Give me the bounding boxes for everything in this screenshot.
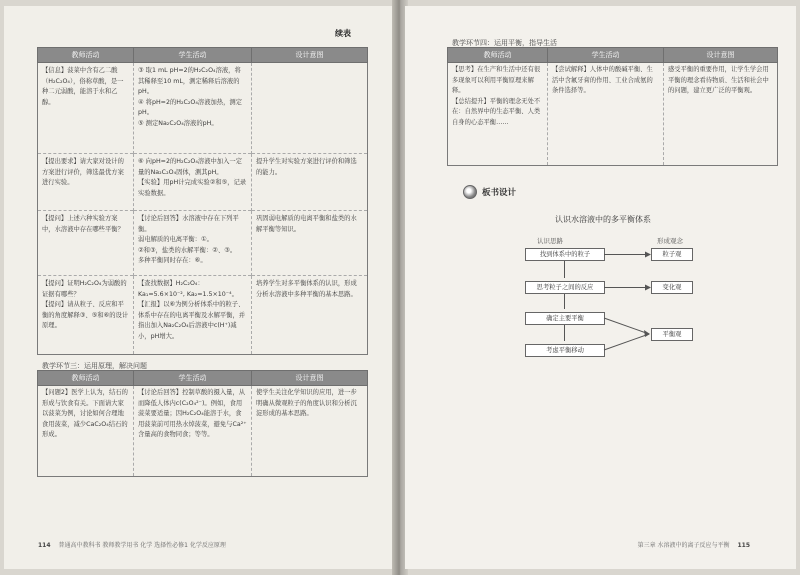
book-title: 普通高中教科书 教师教学用书 化学 选择性必修1 化学反应原理 (58, 542, 226, 549)
header-student: 学生活动 (134, 48, 252, 63)
teacher-cell: 【提问】证明H₂C₂O₄为弱酸的证据有哪些？ 【提问】请从粒子、反应和平衡的角度解释③、⑤和⑥的设计原理。 (38, 276, 134, 355)
left-page (4, 6, 395, 569)
table-row (38, 211, 368, 276)
student-cell: ③ 取1 mL pH=2的H₂C₂O₄溶液，将其稀释至10 mL，测定稀释后溶液的pH。 ④ 将pH=2的H₂C₂O₄溶液加热，测定pH。 ⑤ 测定Na₂C₂O₄溶液的pH。 (134, 63, 252, 154)
board-section-label: 板书设计 (482, 188, 517, 198)
intent-cell: 提升学生对实验方案进行评价和筛选的能力。 (252, 154, 368, 211)
header-intent: 设计意图 (252, 48, 368, 63)
header-teacher: 教师活动 (38, 48, 134, 63)
intent-cell: 感受平衡的重要作用，让学生学会用平衡的理念看待物质、生活和社会中的问题，建立更广泛的平衡观。 (664, 63, 778, 166)
concept-box: 粒子观 (651, 248, 693, 261)
header-student: 学生活动 (134, 371, 252, 386)
right-footer (638, 540, 756, 549)
teacher-cell: 【提问】上述六种实验方案中，水溶液中存在哪些平衡？ (38, 211, 134, 276)
header-teacher: 教师活动 (448, 48, 548, 63)
student-cell: 【查找数据】H₂C₂O₄：Ka₁=5.6×10⁻², Ka₂=1.5×10⁻⁴。 【汇报】以⑥为例分析体系中的粒子、体系中存在的电离平衡及水解平衡，并指出加入Na₂C₂O₄后溶液中c(H⁺)减小，pH增大。 (134, 276, 252, 355)
right-column-label: 形成观念 (657, 237, 683, 245)
teaching-activity-table-3 (447, 47, 778, 166)
teaching-activity-table-2 (37, 370, 368, 477)
intent-cell: 巩固弱电解质的电离平衡和盐类的水解平衡等知识。 (252, 211, 368, 276)
step-box: 思考粒子之间的反应 (525, 281, 605, 294)
student-cell: 【尝试解释】人体中的酸碱平衡、生活中含氟牙膏的作用、工业合成氨的条件选择等。 (548, 63, 664, 166)
step-box: 确定主要平衡 (525, 312, 605, 325)
teacher-cell: 【思考】在生产和生活中还有很多现象可以利用平衡原理来解释。 【总结提升】平衡的理念无处不在：自然界中的生态平衡、人类自身的心态平衡…… (448, 63, 548, 166)
table-row (38, 63, 368, 154)
section-disc-icon (463, 185, 477, 199)
left-footer (32, 540, 226, 549)
section3-caption: 教学环节三：运用原理，解决问题 (42, 362, 147, 370)
header-intent: 设计意图 (252, 371, 368, 386)
board-section-heading (463, 185, 516, 199)
chapter-title: 第三章 水溶液中的离子反应与平衡 (637, 542, 730, 549)
arrowheads (643, 251, 651, 291)
continued-label: 续表 (335, 29, 351, 38)
student-cell: 【讨论后回答】水溶液中存在下列平衡。 弱电解质的电离平衡：①。 ②和③，盐类的水解平衡：②、③。 多种平衡同时存在：⑥。 (134, 211, 252, 276)
concept-box: 变化观 (651, 281, 693, 294)
section4-caption: 教学环节四：运用平衡，指导生活 (452, 39, 557, 47)
flow-connector (564, 294, 565, 309)
teacher-cell: 【提出要求】请大家对设计的方案进行评价，筛选最优方案进行实验。 (38, 154, 134, 211)
table-row (38, 276, 368, 355)
page-number: 114 (38, 542, 51, 549)
student-cell: ⑥ 向pH=2的H₂C₂O₄溶液中加入一定量的Na₂C₂O₄固体，测其pH。 【实验】用pH计完成实验②和⑤，记录实验数据。 (134, 154, 252, 211)
teacher-cell: 【问题2】医学上认为，结石的形成与饮食有关。下面请大家以菠菜为例，讨论如何合理地食用菠菜，减少CaC₂O₄结石的形成。 (38, 386, 134, 477)
header-teacher: 教师活动 (38, 371, 134, 386)
teacher-cell: 【信息】菠菜中含有乙二酸（H₂C₂O₄），俗称草酸，是一种二元弱酸，能溶于水和乙醇。 (38, 63, 134, 154)
header-intent: 设计意图 (664, 48, 778, 63)
teaching-activity-table (37, 47, 368, 355)
header-student: 学生活动 (548, 48, 664, 63)
diagram-title: 认识水溶液中的多平衡体系 (555, 215, 651, 224)
intent-cell (252, 63, 368, 154)
converging-arrows (603, 314, 653, 354)
page-number: 115 (737, 542, 750, 549)
left-column-label: 认识思路 (537, 237, 563, 245)
table-row (38, 386, 368, 477)
right-page (405, 6, 796, 569)
intent-cell: 培养学生对多平衡体系的认识，形成分析水溶液中多种平衡的基本思路。 (252, 276, 368, 355)
concept-box: 平衡观 (651, 328, 693, 341)
step-box: 找到体系中的粒子 (525, 248, 605, 261)
table-row (38, 154, 368, 211)
student-cell: 【讨论后回答】控制草酸的摄入量，从而降低人体内c(C₂O₄²⁻)。例如，食用菠菜要适量；因H₂C₂O₄能溶于水，食用菠菜前可用热水焯菠菜，避免与Ca²⁺含量高的食物同食；等等。 (134, 386, 252, 477)
flow-connector (564, 261, 565, 278)
step-box: 考虑平衡移动 (525, 344, 605, 357)
intent-cell: 使学生关注化学知识的应用，进一步明确从微观粒子的角度认识和分析沉淀形成的基本思路。 (252, 386, 368, 477)
table-row (448, 63, 778, 166)
flow-connector (564, 325, 565, 341)
